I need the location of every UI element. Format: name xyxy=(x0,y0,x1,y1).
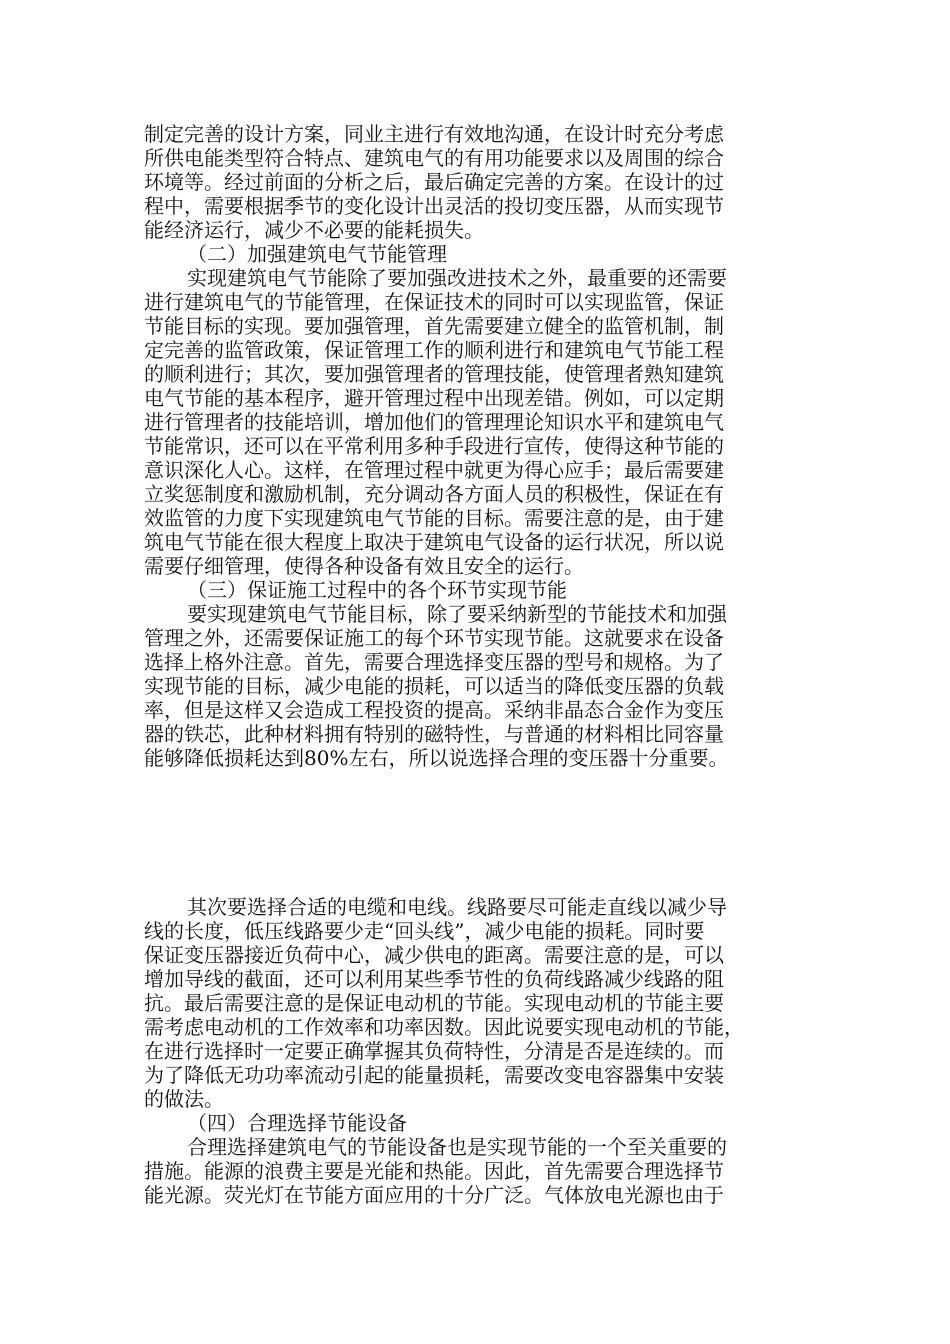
paragraph-line: 率，但是这样又会造成工程投资的提高。采纳非晶态合金作为变压 xyxy=(144,698,724,722)
paragraph-line: 进行管理者的技能培训，增加他们的管理理论知识水平和建筑电气 xyxy=(144,410,724,434)
paragraph-line: 实现节能的目标，减少电能的损耗，可以适当的降低变压器的负载 xyxy=(144,674,724,698)
paragraph-line: 效监管的力度下实现建筑电气节能的目标。需要注意的是，由于建 xyxy=(144,506,724,530)
paragraph-line: 抗。最后需要注意的是保证电动机的节能。实现电动机的节能主要 xyxy=(144,991,724,1015)
section-heading: （二）加强建筑电气节能管理 xyxy=(187,242,447,266)
paragraph-line: 所供电能类型符合特点、建筑电气的有用功能要求以及周围的综合 xyxy=(144,146,724,170)
paragraph-line: 节能目标的实现。要加强管理，首先需要建立健全的监管机制，制 xyxy=(144,314,724,338)
paragraph-line: 选择上格外注意。首先，需要合理选择变压器的型号和规格。为了 xyxy=(144,650,724,674)
paragraph-line: 合理选择建筑电气的节能设备也是实现节能的一个至关重要的 xyxy=(187,1135,727,1159)
paragraph-line: 节能常识，还可以在平常利用多种手段进行宣传，使得这种节能的 xyxy=(144,434,724,458)
paragraph-line: 进行建筑电气的节能管理，在保证技术的同时可以实现监管，保证 xyxy=(144,290,724,314)
section-heading: （三）保证施工过程中的各个环节实现节能 xyxy=(187,578,567,602)
paragraph-line: 定完善的监管政策，保证管理工作的顺利进行和建筑电气节能工程 xyxy=(144,338,724,362)
paragraph-line: 的做法。 xyxy=(144,1087,224,1111)
paragraph-line: 器的铁芯，此种材料拥有特别的磁特性，与普通的材料相比同容量 xyxy=(144,722,724,746)
paragraph-line: 措施。能源的浪费主要是光能和热能。因此，首先需要合理选择节 xyxy=(144,1159,724,1183)
paragraph-line: 能光源。荧光灯在节能方面应用的十分广泛。气体放电光源也由于 xyxy=(144,1183,724,1207)
paragraph-line: 其次要选择合适的电缆和电线。线路要尽可能走直线以减少导 xyxy=(187,895,727,919)
paragraph-line: 为了降低无功功率流动引起的能量损耗，需要改变电容器集中安装 xyxy=(144,1063,724,1087)
paragraph-line: 保证变压器接近负荷中心，减少供电的距离。需要注意的是，可以 xyxy=(144,943,724,967)
paragraph-line: 能经济运行，减少不必要的能耗损失。 xyxy=(144,218,484,242)
paragraph-line: 环境等。经过前面的分析之后，最后确定完善的方案。在设计的过 xyxy=(144,170,724,194)
paragraph-line: 意识深化人心。这样，在管理过程中就更为得心应手；最后需要建 xyxy=(144,458,724,482)
paragraph-line: 需考虑电动机的工作效率和功率因数。因此说要实现电动机的节能， xyxy=(144,1015,744,1039)
paragraph-line: 立奖惩制度和激励机制，充分调动各方面人员的积极性，保证在有 xyxy=(144,482,724,506)
paragraph-line: 在进行选择时一定要正确掌握其负荷特性，分清是否是连续的。而 xyxy=(144,1039,724,1063)
paragraph-line: 制定完善的设计方案，同业主进行有效地沟通，在设计时充分考虑 xyxy=(144,122,724,146)
paragraph-line: 能够降低损耗达到80%左右，所以说选择合理的变压器十分重要。 xyxy=(144,746,729,770)
paragraph-line: 线的长度，低压线路要少走“回头线”，减少电能的损耗。同时要 xyxy=(144,919,705,943)
paragraph-line: 电气节能的基本程序，避开管理过程中出现差错。例如，可以定期 xyxy=(144,386,724,410)
paragraph-line: 实现建筑电气节能除了要加强改进技术之外，最重要的还需要 xyxy=(187,266,727,290)
paragraph-line: 的顺利进行；其次，要加强管理者的管理技能，使管理者熟知建筑 xyxy=(144,362,724,386)
paragraph-line: 需要仔细管理，使得各种设备有效且安全的运行。 xyxy=(144,554,584,578)
paragraph-line: 程中，需要根据季节的变化设计出灵活的投切变压器，从而实现节 xyxy=(144,194,724,218)
section-heading: （四）合理选择节能设备 xyxy=(187,1111,407,1135)
paragraph-line: 增加导线的截面，还可以利用某些季节性的负荷线路减少线路的阻 xyxy=(144,967,724,991)
paragraph-line: 管理之外，还需要保证施工的每个环节实现节能。这就要求在设备 xyxy=(144,626,724,650)
paragraph-line: 筑电气节能在很大程度上取决于建筑电气设备的运行状况，所以说 xyxy=(144,530,724,554)
paragraph-line: 要实现建筑电气节能目标，除了要采纳新型的节能技术和加强 xyxy=(187,602,727,626)
